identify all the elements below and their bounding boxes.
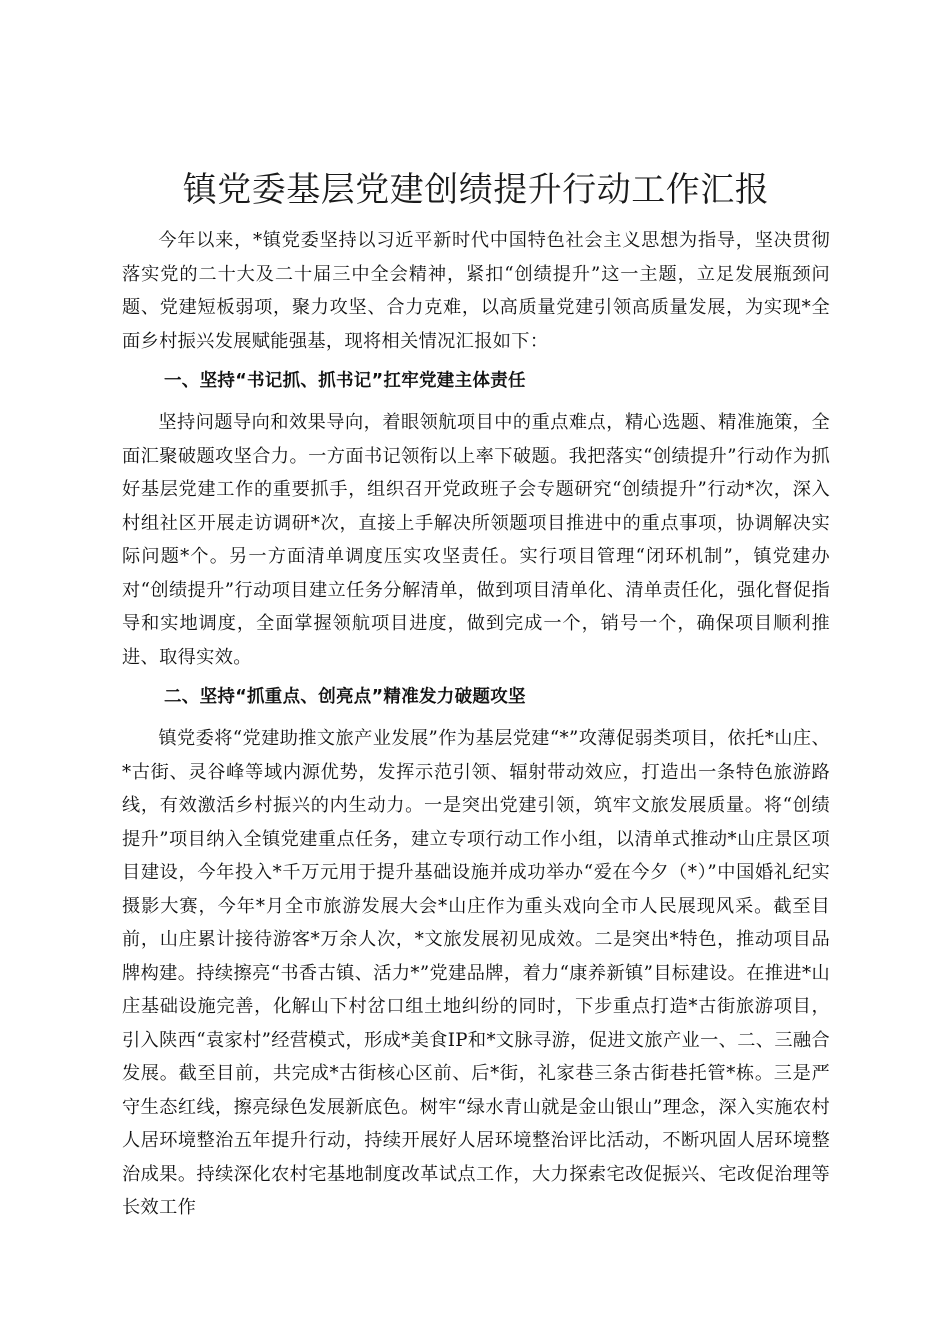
document-title: 镇党委基层党建创绩提升行动工作汇报 [182,170,770,210]
section-2-heading: 二、坚持“抓重点、创亮点”精准发力破题攻坚 [164,687,526,707]
section-2-body: 镇党委将“党建助推文旅产业发展”作为基层党建“*”攻薄促弱类项目，依托*山庄、*古街、灵谷峰等域内源优势，发挥示范引领、辐射带动效应，打造出一条特色旅游路线，有效激活乡村振兴的内生动力。一是突出党建引领，筑牢文旅发展质量。将“创绩提升”项目纳入全镇党建重点任务，建立专项行动工作小组，以清单式推动*山庄景区项目建设，今年投入*千万元用于提升基础设施并成功举办“爱在今夕（*）”中国婚礼纪实摄影大赛，今年*月全市旅游发展大会*山庄作为重头戏向全市人民展现风采。截至目前，山庄累计接待游客*万余人次，*文旅发展初见成效。二是突出*特色，推动项目品牌构建。持续擦亮“书香古镇、活力*”党建品牌，着力“康养新镇”目标建设。在推进*山庄基础设施完善，化解山下村岔口组土地纠纷的同时，下步重点打造*古街旅游项目，引入陕西“袁家村”经营模式，形成*美食IP和*文脉寻游，促进文旅产业一、二、三融合发展。截至目前，共完成*古街核心区前、后*街，礼家巷三条古街巷托管*栋。三是严守生态红线，擦亮绿色发展新底色。树牢“绿水青山就是金山银山”理念，深入实施农村人居环境整治五年提升行动，持续开展好人居环境整治评比活动，不断巩固人居环境整治成果。持续深化农村宅基地制度改革试点工作，大力探索宅改促振兴、宅改促治理等长效工作 [122,728,830,1218]
intro-paragraph: 今年以来，*镇党委坚持以习近平新时代中国特色社会主义思想为指导，坚决贯彻落实党的二十大及二十届三中全会精神，紧扣“创绩提升”这一主题，立足发展瓶颈问题、党建短板弱项，聚力攻坚、合力克难，以高质量党建引领高质量发展，为实现*全面乡村振兴发展赋能强基，现将相关情况汇报如下： [122,230,830,352]
section-1-body: 坚持问题导向和效果导向，着眼领航项目中的重点难点，精心选题、精准施策，全面汇聚破题攻坚合力。一方面书记领衔以上率下破题。我把落实“创绩提升”行动作为抓好基层党建工作的重要抓手，组织召开党政班子会专题研究“创绩提升”行动*次，深入村组社区开展走访调研*次，直接上手解决所领题项目推进中的重点事项，协调解决实际问题*个。另一方面清单调度压实攻坚责任。实行项目管理“闭环机制”，镇党建办对“创绩提升”行动项目建立任务分解清单，做到项目清单化、清单责任化，强化督促指导和实地调度，全面掌握领航项目进度，做到完成一个，销号一个，确保项目顺利推进、取得实效。 [122,412,830,668]
document-content [122,166,830,1225]
section-1-heading: 一、坚持“书记抓、抓书记”扛牢党建主体责任 [164,371,526,391]
